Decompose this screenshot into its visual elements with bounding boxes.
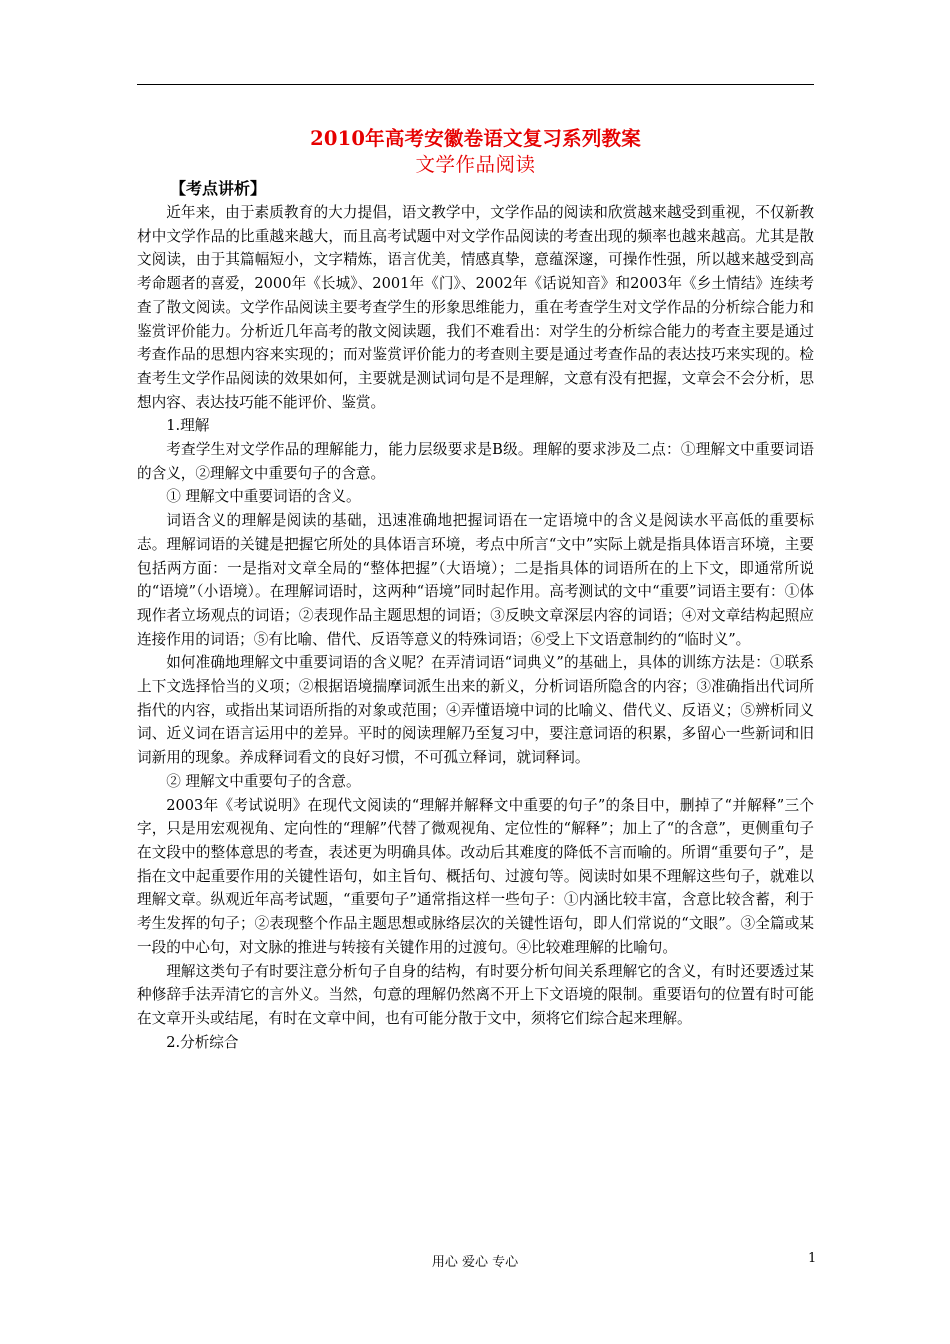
page-number: 1 xyxy=(808,1251,817,1266)
subheading-understanding: 1.理解 xyxy=(166,417,210,435)
paragraph-understanding-requirement: 考查学生对文学作品的理解能力，能力层级要求是B级。理解的要求涉及二点：①理解文中重要词语的含义，②理解文中重要句子的含意。 xyxy=(137,441,814,482)
paragraph-word-method: 如何准确地理解文中重要词语的含义呢？在弄清词语“词典义”的基础上，具体的训练方法是：①联系上下文选择恰当的义项；②根据语境揣摩词派生出来的新义，分析词语所隐含的内容；③准确指出代词所指代的内容，或指出某词语所指的对象或范围；④弄懂语境中词的比喻义、借代义、反语义；⑤辨析同义词、近义词在语言运用中的差异。平时的阅读理解乃至复习中，要注意词语的积累，多留心一些新词和旧词新用的现象。养成释词看文的良好习惯，不可孤立释词，就词释词。 xyxy=(137,654,814,767)
subheading-analysis: 2.分析综合 xyxy=(166,1033,239,1051)
point-word-meaning: ① 理解文中重要词语的含义。 xyxy=(166,488,361,506)
footer-motto: 用心 爱心 专心 xyxy=(431,1255,519,1270)
section-heading: 【考点讲析】 xyxy=(170,179,267,198)
paragraph-intro: 近年来，由于素质教育的大力提倡，语文教学中，文学作品的阅读和欣赏越来越受到重视，不仅新教材中文学作品的比重越来越大，而且高考试题中对文学作品阅读的考查出现的频率也越来越高。尤其是散文阅读，由于其篇幅短小，文字精炼，语言优美，情感真挚，意蕴深邃，可操作性强，所以越来越受到高考命题者的喜爱，2000年《长城》、2001年《门》、2002年《话说知音》和2003年《乡土情结》连续考查了散文阅读。文学作品阅读主要考查学生的形象思维能力，重在考查学生对文学作品的分析综合能力和鉴赏评价能力。分析近几年高考的散文阅读题，我们不难看出：对学生的分析综合能力的考查主要是通过考查作品的思想内容来实现的；而对鉴赏评价能力的考查则主要是通过考查作品的表达技巧来实现的。检查考生文学作品阅读的效果如何，主要就是测试词句是不是理解，文意有没有把握，文章会不会分析，思想内容、表达技巧能不能评价、鉴赏。 xyxy=(137,204,814,411)
paragraph-sentence-method: 理解这类句子有时要注意分析句子自身的结构，有时要分析句间关系理解它的含义，有时还要透过某种修辞手法弄清它的言外义。当然，句意的理解仍然离不开上下文语境的限制。重要语句的位置有时可能在文章开头或结尾，有时在文章中间，也有可能分散于文中，须将它们综合起来理解。 xyxy=(137,962,814,1027)
paragraph-sentence-meaning: 2003年《考试说明》在现代文阅读的“理解并解释文中重要的句子”的条目中，删掉了“并解释”三个字，只是用宏观视角、定向性的“理解”代替了微观视角、定位性的“解释”；加上了“的含意”，更侧重句子在文段中的整体意思的考查，表述更为明确具体。改动后其难度的降低不言而喻的。所谓“重要句子”，是指在文中起重要作用的关键性语句，如主旨句、概括句、过渡句等。阅读时如果不理解这些句子，就难以理解文章。纵观近年高考试题，“重要句子”通常指这样一些句子：①内涵比较丰富，含意比较含蓄，利于考生发挥的句子；②表现整个作品主题思想或脉络层次的关键性语句，即人们常说的“文眼”。③全篇或某一段的中心句，对文脉的推进与转接有关键作用的过渡句。④比较难理解的比喻句。 xyxy=(137,796,814,956)
header-rule xyxy=(137,84,814,85)
body-text xyxy=(137,201,814,1054)
paragraph-word-meaning: 词语含义的理解是阅读的基础，迅速准确地把握词语在一定语境中的含义是阅读水平高低的重要标志。理解词语的关键是把握它所处的具体语言环境，考点中所言“文中”实际上就是指具体语言环境，主要包括两方面：一是指对文章全局的“整体把握”（大语境）；二是指具体的词语所在的上下文，即通常所说的“语境”（小语境）。在理解词语时，这两种“语境”同时起作用。高考测试的文中“重要”词语主要有：①体现作者立场观点的词语；②表现作品主题思想的词语；③反映文章深层内容的词语；④对文章结构起照应连接作用的词语；⑤有比喻、借代、反语等意义的特殊词语；⑥受上下文语意制约的“临时义”。 xyxy=(137,512,814,648)
document-subtitle: 文学作品阅读 xyxy=(415,153,536,176)
point-sentence-meaning: ② 理解文中重要句子的含意。 xyxy=(166,772,361,790)
document-title: 2010年高考安徽卷语文复习系列教案 xyxy=(310,127,641,150)
